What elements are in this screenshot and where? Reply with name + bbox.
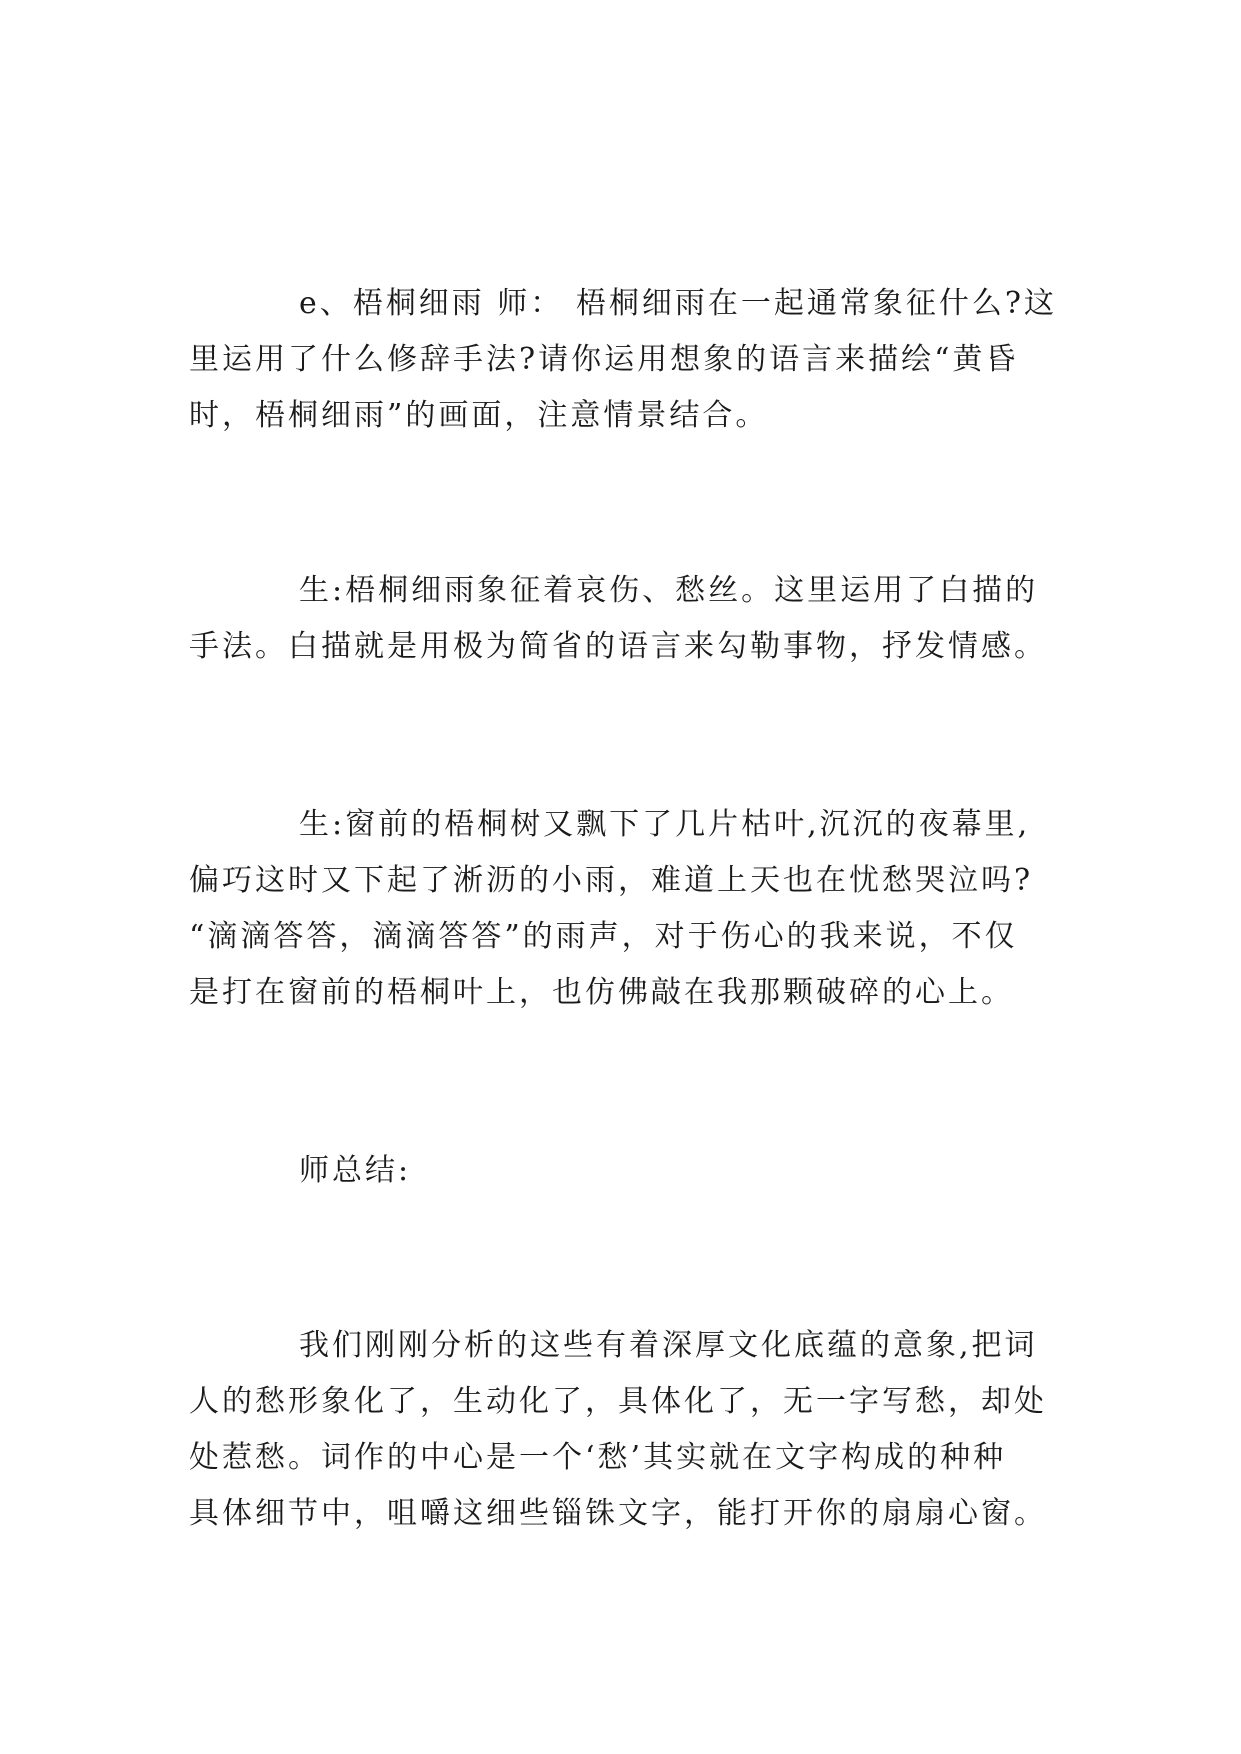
paragraph-teacher-summary	[189, 1318, 1054, 1542]
text-line: 是打在窗前的梧桐叶上，也仿佛敲在我那颗破碎的心上。	[189, 975, 1014, 1010]
paragraph-student-answer-2	[189, 797, 1054, 1021]
text-line: 生:窗前的梧桐树又飘下了几片枯叶,沉沉的夜幕里,	[299, 807, 1031, 842]
text-line: 生:梧桐细雨象征着哀伤、愁丝。这里运用了白描的	[299, 573, 1039, 608]
text-line: 里运用了什么修辞手法?请你运用想象的语言来描绘“黄昏	[189, 342, 1019, 377]
text-line: 具体细节中，咀嚼这细些锱铢文字，能打开你的扇扇心窗。	[189, 1496, 1047, 1531]
text-line: e、梧桐细雨 师： 梧桐细雨在一起通常象征什么?这	[299, 286, 1057, 321]
paragraph-student-answer-1	[189, 563, 1054, 675]
paragraph-wutong-question	[189, 276, 1057, 444]
text-line: 偏巧这时又下起了淅沥的小雨，难道上天也在忧愁哭泣吗?	[189, 863, 1034, 898]
text-line: 时，梧桐细雨”的画面，注意情景结合。	[189, 398, 769, 433]
text-line: 处惹愁。词作的中心是一个‘愁’其实就在文字构成的种种	[189, 1440, 1007, 1475]
text-line: “滴滴答答，滴滴答答”的雨声，对于伤心的我来说，不仅	[189, 919, 1018, 954]
text-line: 师总结:	[299, 1153, 412, 1188]
text-line: 手法。白描就是用极为简省的语言来勾勒事物，抒发情感。	[189, 629, 1047, 664]
text-line: 人的愁形象化了，生动化了，具体化了，无一字写愁，却处	[189, 1384, 1047, 1419]
paragraph-teacher-summary-heading	[189, 1143, 1054, 1199]
text-line: 我们刚刚分析的这些有着深厚文化底蕴的意象,把词	[299, 1328, 1038, 1363]
